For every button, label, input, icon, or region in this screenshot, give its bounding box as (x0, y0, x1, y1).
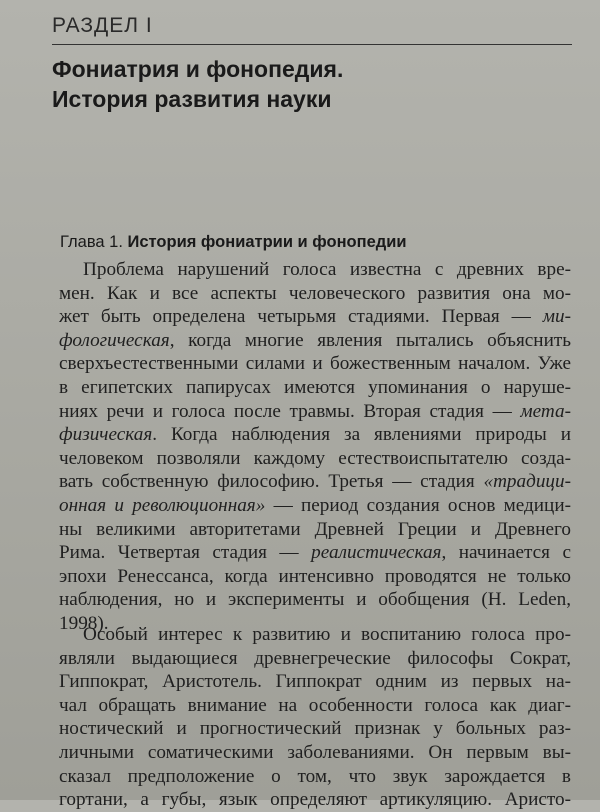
text-line: Рима. Четвертая стадия — реалистическая, начинается с (59, 542, 571, 564)
text-line: сверхъестественными силами и божественным началом. Уже (59, 353, 571, 375)
text-line: ностический и прогностический признак у больных раз- (59, 718, 571, 740)
paragraph-1 (59, 258, 571, 636)
text-line: мен. Как и все аспекты человеческого развития она мо- (59, 282, 571, 304)
chapter-name: История фониатрии и фонопедии (127, 233, 407, 251)
text-line: ны великими авторитетами Древней Греции и Древнего (59, 518, 571, 540)
text-line: человеком позволяли каждому естествоиспытателю созда- (59, 447, 571, 469)
text-line: вать собственную философию. Третья — стадия «традици- (59, 471, 571, 493)
text-line: в египетских папирусах имеются упоминания о наруше- (59, 376, 571, 398)
text-line: сказал предположение о том, что звук зарождается в (59, 765, 571, 787)
section-label: РАЗДЕЛ I (52, 14, 153, 37)
page-title (52, 54, 343, 114)
text-line: эпохи Ренессанса, когда интенсивно проводятся не только (59, 565, 571, 587)
text-line: жет быть определена четырьмя стадиями. Первая — ми- (59, 306, 571, 328)
text-line: Проблема нарушений голоса известна с древних вре- (83, 259, 571, 280)
text-line: являли выдающиеся древнегреческие философы Сократ, (59, 647, 571, 669)
text-line: 1998). (59, 612, 109, 634)
text-line: гортани, а губы, язык определяют артикуляцию. Аристо- (59, 789, 571, 811)
title-line-1: Фониатрия и фонопедия. (52, 56, 344, 82)
text-line: Особый интерес к развитию и воспитанию голоса про- (83, 624, 571, 645)
text-line: чал обращать внимание на особенности голоса как диаг- (59, 694, 571, 716)
text-line: ниях речи и голоса после травмы. Вторая стадия — мета- (59, 400, 571, 422)
text-line: фологическая, когда многие явления пытались объяснить (59, 329, 571, 351)
text-line: наблюдения, но и эксперименты и обобщения (H. Leden, (59, 589, 571, 611)
chapter-number: Глава 1. (60, 233, 123, 251)
title-line-2: История развития науки (52, 86, 332, 112)
text-line: личными соматическими заболеваниями. Он первым вы- (59, 741, 571, 763)
section-divider (52, 44, 572, 45)
chapter-heading (60, 233, 407, 252)
text-line: физическая. Когда наблюдения за явлениями природы и (59, 424, 571, 446)
text-line: онная и революционная» — период создания основ медици- (59, 494, 571, 516)
paragraph-2 (59, 623, 571, 812)
text-line: Гиппократ, Аристотель. Гиппократ одним из первых на- (59, 671, 571, 693)
